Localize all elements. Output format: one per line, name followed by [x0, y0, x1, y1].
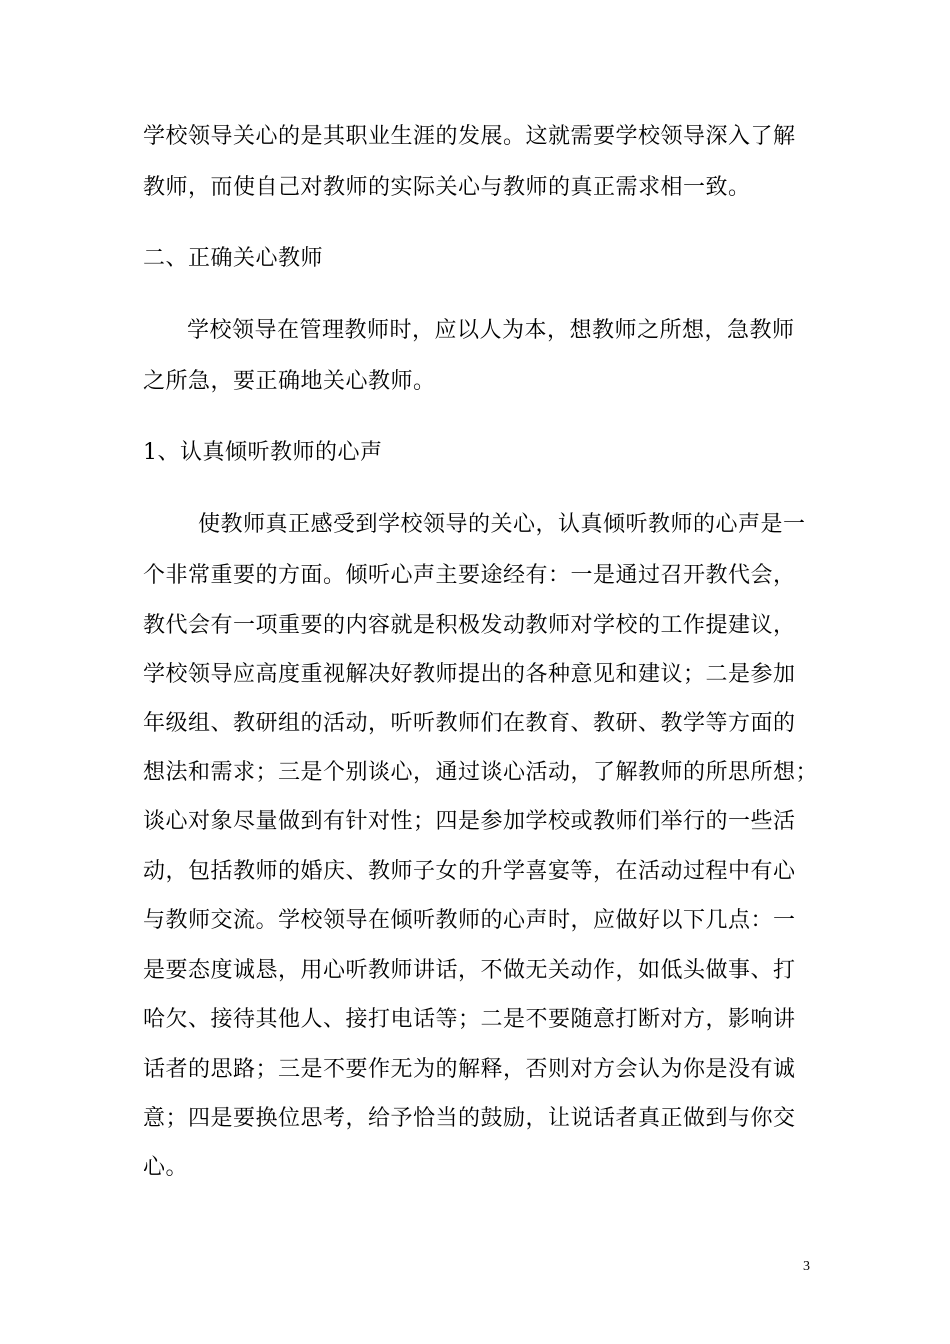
- paragraph-line: 动，包括教师的婚庆、教师子女的升学喜宴等，在活动过程中有心: [143, 859, 796, 884]
- paragraph-line: 哈欠、接待其他人、接打电话等；二是不要随意打断对方，影响讲: [143, 1007, 796, 1032]
- paragraph-line: 学校领导在管理教师时，应以人为本，想教师之所想，急教师: [187, 318, 795, 343]
- paragraph-line: 个非常重要的方面。倾听心声主要途经有：一是通过召开教代会，: [143, 563, 796, 588]
- paragraph-line: 与教师交流。学校领导在倾听教师的心声时，应做好以下几点：一: [143, 908, 796, 933]
- paragraph-line: 心。: [143, 1155, 189, 1180]
- paragraph-line: 谈心对象尽量做到有针对性；四是参加学校或教师们举行的一些活: [143, 809, 796, 834]
- paragraph-line: 年级组、教研组的活动，听听教师们在教育、教研、教学等方面的: [143, 711, 796, 736]
- paragraph-line: 话者的思路；三是不要作无为的解释，否则对方会认为你是没有诚: [143, 1057, 796, 1082]
- paragraph-line: 学校领导关心的是其职业生涯的发展。这就需要学校领导深入了解: [143, 124, 796, 149]
- section-heading: 二、正确关心教师: [143, 246, 324, 271]
- paragraph-line: 之所急，要正确地关心教师。: [143, 369, 436, 394]
- paragraph-line: 学校领导应高度重视解决好教师提出的各种意见和建议；二是参加: [143, 662, 796, 687]
- paragraph-line: 意；四是要换位思考，给予恰当的鼓励，让说话者真正做到与你交: [143, 1106, 796, 1131]
- subsection-heading: 1、认真倾听教师的心声: [143, 440, 383, 465]
- paragraph-line: 教师，而使自己对教师的实际关心与教师的真正需求相一致。: [143, 175, 751, 200]
- paragraph-line: 使教师真正感受到学校领导的关心，认真倾听教师的心声是一: [198, 512, 806, 537]
- paragraph-line: 是要态度诚恳，用心听教师讲话，不做无关动作，如低头做事、打: [143, 958, 796, 983]
- paragraph-line: 想法和需求；三是个别谈心，通过谈心活动，了解教师的所思所想；: [143, 760, 819, 785]
- page-number: 3: [803, 1259, 810, 1274]
- paragraph-line: 教代会有一项重要的内容就是积极发动教师对学校的工作提建议，: [143, 613, 796, 638]
